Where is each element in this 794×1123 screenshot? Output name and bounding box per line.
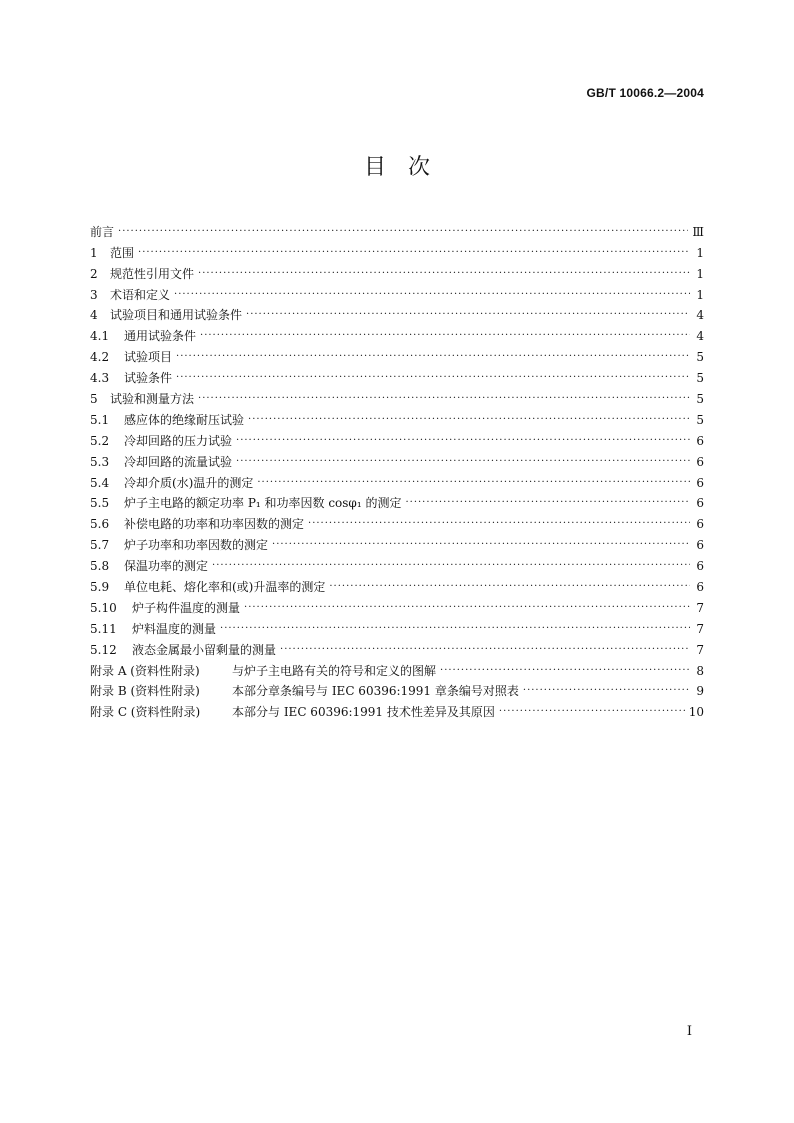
toc-entry-page: 5 — [696, 412, 704, 427]
toc-entry-label — [90, 621, 216, 637]
toc-entry-number: 5.12 — [90, 642, 117, 657]
toc-entry-number: 5.2 — [90, 433, 110, 448]
toc-entry[interactable] — [90, 303, 704, 324]
toc-entry-title: 前言 — [90, 224, 115, 239]
toc-entry-title: 术语和定义 — [110, 287, 171, 302]
toc-entry-page: 5 — [696, 350, 704, 365]
toc-entry-title: 试验项目和通用试验条件 — [110, 308, 243, 323]
toc-leader-dots — [176, 370, 690, 386]
toc-entry[interactable] — [90, 637, 704, 658]
toc-entry[interactable] — [90, 679, 704, 700]
toc-entry-label — [90, 516, 304, 532]
toc-leader-dots — [523, 683, 690, 699]
toc-entry-label — [90, 433, 232, 449]
toc-leader-dots — [308, 516, 690, 532]
toc-entry-page: 4 — [696, 308, 704, 323]
toc-entry-label — [90, 537, 268, 553]
toc-entry-label — [90, 558, 208, 574]
toc-entry-page: 6 — [696, 517, 704, 532]
toc-entry-title: 补偿电路的功率和功率因数的测定 — [124, 517, 305, 532]
toc-leader-dots — [200, 328, 690, 344]
toc-entry-number: 5.11 — [90, 621, 117, 636]
toc-entry[interactable] — [90, 407, 704, 428]
toc-entry-title: 炉子功率和功率因数的测定 — [124, 538, 269, 553]
toc-entry-number: 5.7 — [90, 538, 110, 553]
toc-leader-dots — [329, 579, 690, 595]
toc-leader-dots — [198, 266, 690, 282]
toc-entry-label — [90, 475, 253, 491]
toc-entry-title: 本部分章条编号与 IEC 60396:1991 章条编号对照表 — [232, 684, 519, 699]
toc-leader-dots — [138, 245, 690, 261]
toc-leader-dots — [236, 433, 690, 449]
toc-entry-label — [90, 307, 242, 323]
toc-leader-dots — [280, 642, 690, 658]
toc-entry-page: Ⅲ — [692, 224, 704, 239]
toc-leader-dots — [246, 307, 690, 323]
toc-entry-label — [90, 349, 172, 365]
toc-entry-number: 5.8 — [90, 559, 110, 574]
toc-entry-page: 1 — [696, 266, 704, 281]
toc-entry-label — [90, 370, 172, 386]
toc-entry-title: 范围 — [110, 245, 135, 260]
toc-entry-number: 4.2 — [90, 350, 110, 365]
toc-leader-dots — [272, 537, 690, 553]
toc-entry-page: 1 — [696, 245, 704, 260]
toc-entry-number: 1 — [90, 245, 98, 260]
toc-entry-number: 2 — [90, 266, 98, 281]
toc-entry-title: 单位电耗、熔化率和(或)升温率的测定 — [124, 580, 326, 595]
toc-entry-number: 5.1 — [90, 412, 110, 427]
toc-entry-title: 试验项目 — [124, 350, 173, 365]
toc-entry-label — [90, 412, 244, 428]
toc-leader-dots — [405, 495, 690, 511]
toc-entry[interactable] — [90, 491, 704, 512]
toc-entry-title: 本部分与 IEC 60396:1991 技术性差异及其原因 — [232, 705, 495, 720]
toc-entry-number: 5.6 — [90, 517, 110, 532]
toc-entry-page: 9 — [696, 684, 704, 699]
toc-entry-label — [90, 287, 170, 303]
toc-entry[interactable] — [90, 323, 704, 344]
toc-leader-dots — [257, 475, 690, 491]
toc-entry-page: 7 — [696, 600, 704, 615]
toc-entry[interactable] — [90, 449, 704, 470]
toc-entry-number: 附录 B (资料性附录) — [90, 684, 200, 699]
toc-entry-title: 液态金属最小留剩量的测量 — [132, 642, 277, 657]
toc-entry-label — [90, 704, 495, 720]
toc-entry-number: 4.1 — [90, 329, 110, 344]
toc-entry[interactable] — [90, 532, 704, 553]
toc-entry-title: 规范性引用文件 — [110, 266, 195, 281]
toc-entry-label — [90, 454, 232, 470]
toc-entry-page: 6 — [696, 580, 704, 595]
toc-entry-page: 6 — [696, 538, 704, 553]
toc-leader-dots — [248, 412, 690, 428]
toc-entry-label — [90, 495, 401, 511]
toc-leader-dots — [440, 663, 690, 679]
toc-leader-dots — [198, 391, 690, 407]
toc-entry-title: 感应体的绝缘耐压试验 — [124, 412, 245, 427]
page-title: 目 次 — [363, 155, 430, 180]
toc-entry-title: 试验和测量方法 — [110, 392, 195, 407]
toc-leader-dots — [174, 287, 690, 303]
toc-entry-page: 4 — [696, 329, 704, 344]
toc-entry-number: 5.9 — [90, 580, 110, 595]
toc-entry-number: 5.3 — [90, 454, 110, 469]
toc-entry-label — [90, 328, 196, 344]
toc-entry[interactable] — [90, 699, 704, 720]
toc-entry[interactable] — [90, 386, 704, 407]
toc-entry[interactable] — [90, 616, 704, 637]
toc-entry-label — [90, 224, 114, 240]
toc-entry-title: 冷却回路的流量试验 — [124, 454, 233, 469]
toc-entry-page: 7 — [696, 621, 704, 636]
toc-entry-page: 7 — [696, 642, 704, 657]
page-number: I — [686, 1024, 692, 1039]
toc-entry[interactable] — [90, 240, 704, 261]
toc-entry-title: 保温功率的测定 — [124, 559, 209, 574]
toc-entry[interactable] — [90, 595, 704, 616]
toc-entry-number: 5.10 — [90, 600, 117, 615]
toc-entry-page: 6 — [696, 433, 704, 448]
toc-entry-page: 6 — [696, 475, 704, 490]
toc-entry-number: 4 — [90, 308, 98, 323]
toc-entry[interactable] — [90, 365, 704, 386]
toc-entry-number: 3 — [90, 287, 98, 302]
toc-entry-label — [90, 579, 325, 595]
toc-entry[interactable] — [90, 553, 704, 574]
toc-entry-page: 6 — [696, 559, 704, 574]
toc-entry-page: 5 — [696, 392, 704, 407]
toc-leader-dots — [176, 349, 690, 365]
toc-entry-label — [90, 683, 519, 699]
toc-entry-title: 冷却介质(水)温升的测定 — [124, 475, 254, 490]
toc-entry[interactable] — [90, 344, 704, 365]
toc-entry-page: 8 — [696, 663, 704, 678]
toc-entry-page: 5 — [696, 371, 704, 386]
toc-entry-title: 炉子主电路的额定功率 P₁ 和功率因数 cosφ₁ 的测定 — [124, 496, 402, 511]
toc-entry-label — [90, 245, 134, 261]
toc-entry-title: 通用试验条件 — [124, 329, 197, 344]
toc-entry[interactable] — [90, 511, 704, 532]
toc-entry-number: 5.4 — [90, 475, 110, 490]
toc-entry-label — [90, 266, 194, 282]
toc-leader-dots — [212, 558, 690, 574]
toc-entry-number: 附录 C (资料性附录) — [90, 705, 201, 720]
toc-entry-label — [90, 391, 194, 407]
toc-entry-page: 6 — [696, 496, 704, 511]
toc-entry[interactable] — [90, 219, 704, 240]
toc-entry-title: 与炉子主电路有关的符号和定义的图解 — [232, 663, 437, 678]
toc-leader-dots — [220, 621, 690, 637]
toc-entry-label — [90, 600, 240, 616]
table-of-contents — [90, 219, 704, 720]
toc-leader-dots — [499, 704, 685, 720]
toc-entry-number: 5.5 — [90, 496, 110, 511]
toc-leader-dots — [118, 224, 688, 240]
standard-code: GB/T 10066.2—2004 — [586, 86, 704, 100]
toc-entry-number: 附录 A (资料性附录) — [90, 663, 200, 678]
toc-entry-number: 5 — [90, 392, 98, 407]
toc-entry-page: 10 — [688, 705, 704, 720]
toc-leader-dots — [236, 454, 690, 470]
toc-leader-dots — [244, 600, 690, 616]
toc-entry-title: 炉料温度的测量 — [132, 621, 217, 636]
toc-entry-label — [90, 642, 276, 658]
toc-entry-page: 6 — [696, 454, 704, 469]
toc-entry-page: 1 — [696, 287, 704, 302]
toc-entry-title: 冷却回路的压力试验 — [124, 433, 233, 448]
toc-entry[interactable] — [90, 658, 704, 679]
toc-entry[interactable] — [90, 261, 704, 282]
toc-entry-title: 试验条件 — [124, 371, 173, 386]
toc-entry[interactable] — [90, 282, 704, 303]
toc-entry[interactable] — [90, 428, 704, 449]
toc-entry-number: 4.3 — [90, 371, 110, 386]
toc-entry[interactable] — [90, 470, 704, 491]
toc-entry-title: 炉子构件温度的测量 — [132, 600, 241, 615]
toc-entry-label — [90, 663, 436, 679]
toc-entry[interactable] — [90, 574, 704, 595]
